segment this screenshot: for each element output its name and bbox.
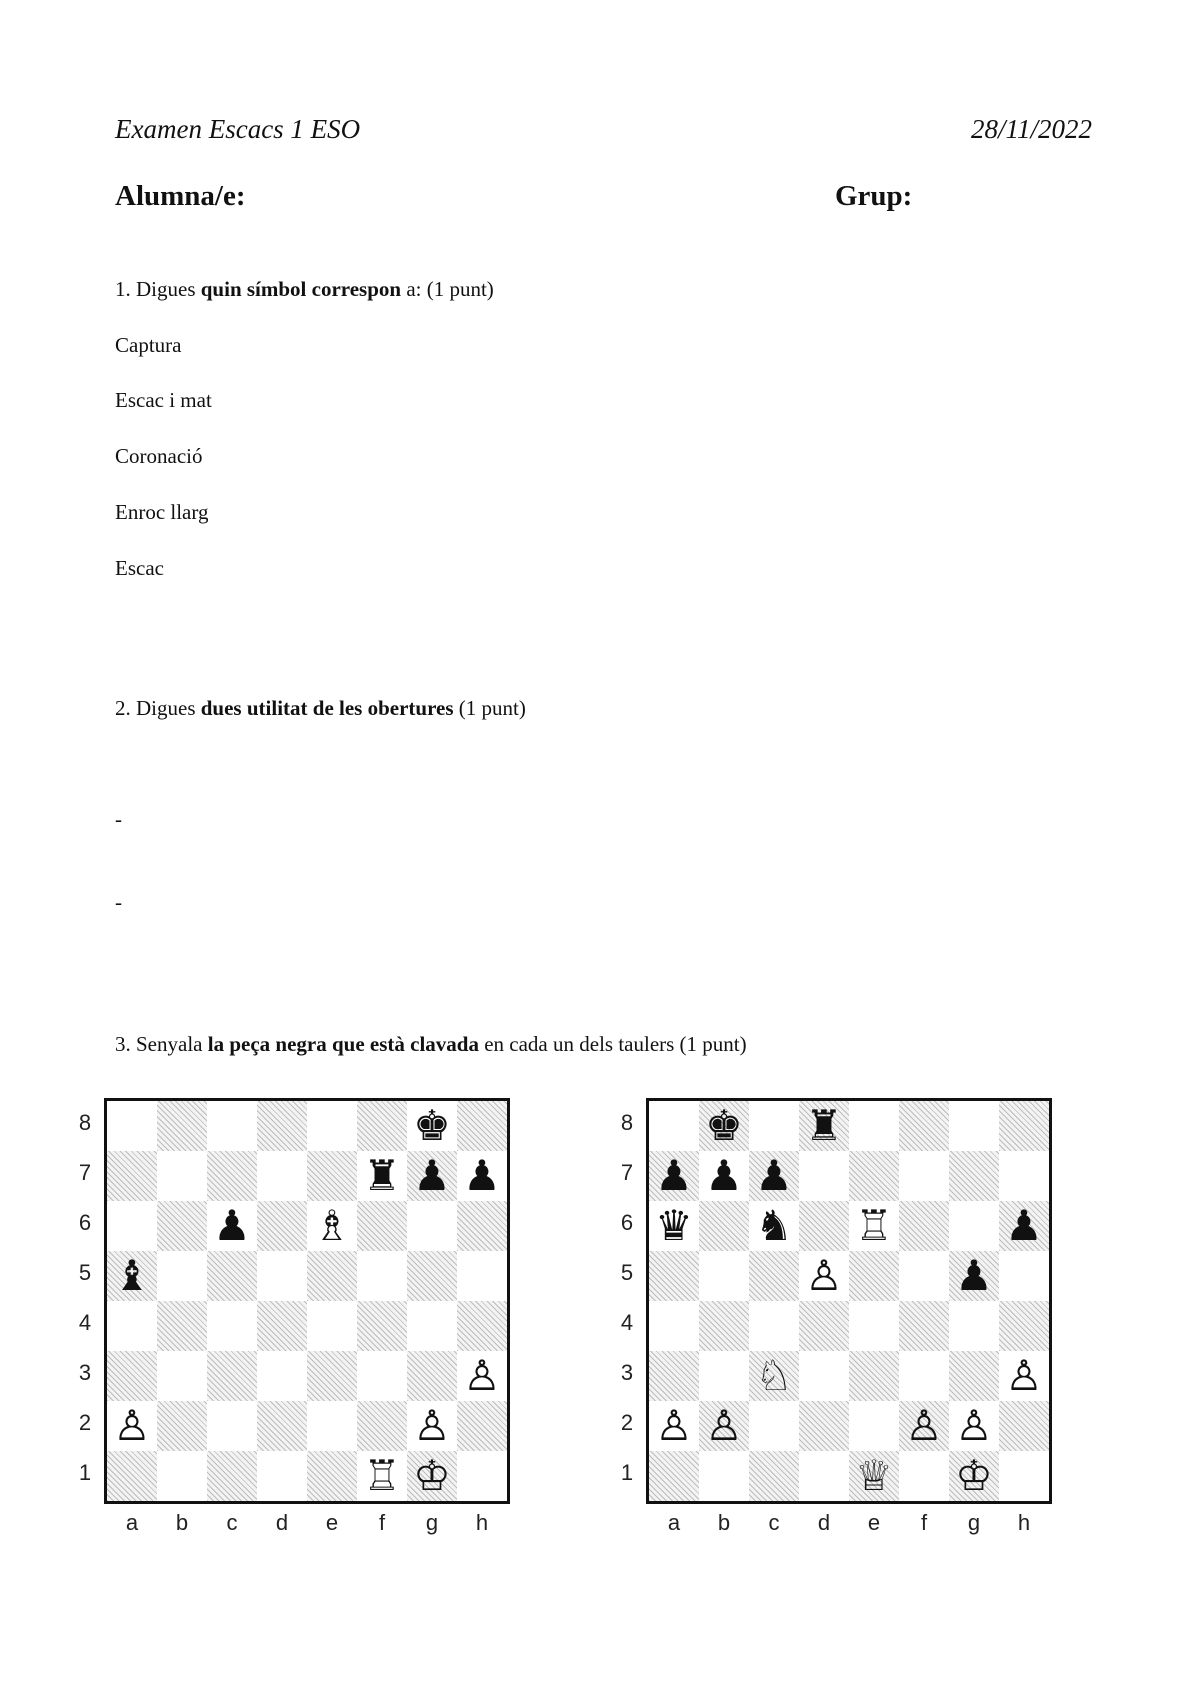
square-f6 bbox=[357, 1201, 407, 1251]
square-e2 bbox=[307, 1401, 357, 1451]
black-queen-a6: ♛ bbox=[655, 1201, 693, 1250]
black-pawn-h6: ♟ bbox=[1005, 1201, 1043, 1250]
file-label: a bbox=[667, 1510, 681, 1535]
square-d5 bbox=[257, 1251, 307, 1301]
square-b1 bbox=[699, 1451, 749, 1501]
file-label: g bbox=[967, 1510, 981, 1535]
rank-label: 6 bbox=[78, 1210, 92, 1235]
question-2-suffix: (1 punt) bbox=[453, 696, 526, 720]
square-e1 bbox=[307, 1451, 357, 1501]
square-a7 bbox=[107, 1151, 157, 1201]
question-2 bbox=[115, 696, 526, 721]
square-b3 bbox=[157, 1351, 207, 1401]
square-c8 bbox=[207, 1101, 257, 1151]
file-label: d bbox=[275, 1510, 289, 1535]
square-h8 bbox=[457, 1101, 507, 1151]
rank-label: 5 bbox=[620, 1260, 634, 1285]
white-rook-f1: ♖ bbox=[363, 1451, 401, 1500]
rank-label: 2 bbox=[78, 1410, 92, 1435]
square-g4 bbox=[949, 1301, 999, 1351]
square-d8 bbox=[257, 1101, 307, 1151]
black-pawn-h7: ♟ bbox=[463, 1151, 501, 1200]
question-2-bold: dues utilitat de les obertures bbox=[200, 696, 454, 720]
black-pawn-g5: ♟ bbox=[955, 1251, 993, 1300]
question-3 bbox=[115, 1032, 747, 1057]
rank-label: 1 bbox=[78, 1460, 92, 1485]
square-h1 bbox=[999, 1451, 1049, 1501]
square-g7 bbox=[949, 1151, 999, 1201]
square-h8 bbox=[999, 1101, 1049, 1151]
square-b6 bbox=[699, 1201, 749, 1251]
white-rook-e6: ♖ bbox=[855, 1201, 893, 1250]
black-pawn-a7: ♟ bbox=[655, 1151, 693, 1200]
black-pawn-c7: ♟ bbox=[755, 1151, 793, 1200]
square-d3 bbox=[799, 1351, 849, 1401]
square-g6 bbox=[949, 1201, 999, 1251]
square-h5 bbox=[457, 1251, 507, 1301]
q1-item-escac: Escac bbox=[115, 556, 164, 580]
file-label: f bbox=[920, 1510, 928, 1535]
square-f2 bbox=[357, 1401, 407, 1451]
square-c8 bbox=[749, 1101, 799, 1151]
square-h4 bbox=[999, 1301, 1049, 1351]
rank-label: 7 bbox=[78, 1160, 92, 1185]
square-a1 bbox=[107, 1451, 157, 1501]
square-b2 bbox=[157, 1401, 207, 1451]
question-1-suffix: a: (1 punt) bbox=[401, 277, 494, 301]
square-c5 bbox=[749, 1251, 799, 1301]
white-bishop-e6: ♗ bbox=[313, 1201, 351, 1250]
square-f4 bbox=[899, 1301, 949, 1351]
square-f5 bbox=[899, 1251, 949, 1301]
square-b8 bbox=[157, 1101, 207, 1151]
square-g3 bbox=[407, 1351, 457, 1401]
black-king-g8: ♚ bbox=[413, 1101, 451, 1150]
square-c3 bbox=[207, 1351, 257, 1401]
square-e2 bbox=[849, 1401, 899, 1451]
square-g3 bbox=[949, 1351, 999, 1401]
square-e8 bbox=[849, 1101, 899, 1151]
square-h6 bbox=[457, 1201, 507, 1251]
black-knight-c6: ♞ bbox=[755, 1201, 793, 1250]
q1-item-coronacio: Coronació bbox=[115, 444, 203, 468]
square-d1 bbox=[257, 1451, 307, 1501]
rank-label: 8 bbox=[620, 1110, 634, 1135]
square-g5 bbox=[407, 1251, 457, 1301]
white-pawn-b2: ♙ bbox=[705, 1401, 743, 1450]
square-a1 bbox=[649, 1451, 699, 1501]
rank-label: 4 bbox=[620, 1310, 634, 1335]
rank-label: 1 bbox=[620, 1460, 634, 1485]
file-label: c bbox=[768, 1510, 780, 1535]
white-pawn-f2: ♙ bbox=[905, 1401, 943, 1450]
question-1-prefix: 1. Digues bbox=[115, 277, 201, 301]
square-e3 bbox=[849, 1351, 899, 1401]
white-knight-c3: ♘ bbox=[755, 1351, 793, 1400]
question-1 bbox=[115, 277, 494, 302]
square-b6 bbox=[157, 1201, 207, 1251]
chess-diagram-1 bbox=[70, 1098, 520, 1558]
square-f8 bbox=[899, 1101, 949, 1151]
file-label: b bbox=[175, 1510, 189, 1535]
square-e8 bbox=[307, 1101, 357, 1151]
exam-title: Examen Escacs 1 ESO bbox=[115, 114, 361, 144]
square-h1 bbox=[457, 1451, 507, 1501]
square-d3 bbox=[257, 1351, 307, 1401]
white-pawn-d5: ♙ bbox=[805, 1251, 843, 1300]
square-c4 bbox=[207, 1301, 257, 1351]
chessboard-1 bbox=[104, 1098, 510, 1504]
black-rook-d8: ♜ bbox=[805, 1101, 843, 1150]
square-e3 bbox=[307, 1351, 357, 1401]
square-g8 bbox=[949, 1101, 999, 1151]
square-b4 bbox=[157, 1301, 207, 1351]
square-d7 bbox=[257, 1151, 307, 1201]
square-e5 bbox=[307, 1251, 357, 1301]
black-king-b8: ♚ bbox=[705, 1101, 743, 1150]
square-h2 bbox=[999, 1401, 1049, 1451]
question-3-bold: la peça negra que està clavada bbox=[207, 1032, 479, 1056]
chess-diagram-2 bbox=[612, 1098, 1062, 1558]
q1-item-captura: Captura bbox=[115, 333, 182, 357]
q1-item-escac-i-mat: Escac i mat bbox=[115, 388, 212, 412]
rank-label: 2 bbox=[620, 1410, 634, 1435]
rank-label: 4 bbox=[78, 1310, 92, 1335]
square-c2 bbox=[749, 1401, 799, 1451]
square-h7 bbox=[999, 1151, 1049, 1201]
rank-label: 5 bbox=[78, 1260, 92, 1285]
square-f1 bbox=[899, 1451, 949, 1501]
square-f5 bbox=[357, 1251, 407, 1301]
square-b1 bbox=[157, 1451, 207, 1501]
file-label: c bbox=[226, 1510, 238, 1535]
square-a3 bbox=[649, 1351, 699, 1401]
square-g6 bbox=[407, 1201, 457, 1251]
square-c7 bbox=[207, 1151, 257, 1201]
square-b5 bbox=[699, 1251, 749, 1301]
square-e5 bbox=[849, 1251, 899, 1301]
black-pawn-b7: ♟ bbox=[705, 1151, 743, 1200]
black-pawn-c6: ♟ bbox=[213, 1201, 251, 1250]
file-label: e bbox=[325, 1510, 339, 1535]
file-label: g bbox=[425, 1510, 439, 1535]
rank-label: 3 bbox=[620, 1360, 634, 1385]
white-pawn-a2: ♙ bbox=[113, 1401, 151, 1450]
square-f7 bbox=[899, 1151, 949, 1201]
file-label: d bbox=[817, 1510, 831, 1535]
file-label: f bbox=[378, 1510, 386, 1535]
square-d6 bbox=[257, 1201, 307, 1251]
square-h5 bbox=[999, 1251, 1049, 1301]
square-d7 bbox=[799, 1151, 849, 1201]
square-c1 bbox=[749, 1451, 799, 1501]
square-b7 bbox=[157, 1151, 207, 1201]
square-c4 bbox=[749, 1301, 799, 1351]
square-e4 bbox=[307, 1301, 357, 1351]
square-e7 bbox=[849, 1151, 899, 1201]
square-a8 bbox=[649, 1101, 699, 1151]
rank-label: 8 bbox=[78, 1110, 92, 1135]
white-pawn-g2: ♙ bbox=[413, 1401, 451, 1450]
answer-dash-2: - bbox=[115, 890, 122, 914]
square-f8 bbox=[357, 1101, 407, 1151]
square-b4 bbox=[699, 1301, 749, 1351]
square-e7 bbox=[307, 1151, 357, 1201]
white-pawn-h3: ♙ bbox=[463, 1351, 501, 1400]
square-f6 bbox=[899, 1201, 949, 1251]
white-pawn-h3: ♙ bbox=[1005, 1351, 1043, 1400]
white-pawn-g2: ♙ bbox=[955, 1401, 993, 1450]
question-3-suffix: en cada un dels taulers (1 punt) bbox=[478, 1032, 747, 1056]
square-a6 bbox=[107, 1201, 157, 1251]
black-pawn-g7: ♟ bbox=[413, 1151, 451, 1200]
student-label: Alumna/e: bbox=[115, 180, 246, 212]
square-c1 bbox=[207, 1451, 257, 1501]
square-a5 bbox=[649, 1251, 699, 1301]
square-d4 bbox=[799, 1301, 849, 1351]
chessboard-2 bbox=[646, 1098, 1052, 1504]
q1-item-enroc-llarg: Enroc llarg bbox=[115, 500, 209, 524]
square-b3 bbox=[699, 1351, 749, 1401]
square-c5 bbox=[207, 1251, 257, 1301]
file-label: h bbox=[475, 1510, 489, 1535]
square-h2 bbox=[457, 1401, 507, 1451]
square-d1 bbox=[799, 1451, 849, 1501]
white-king-g1: ♔ bbox=[955, 1451, 993, 1500]
square-f3 bbox=[899, 1351, 949, 1401]
white-king-g1: ♔ bbox=[413, 1451, 451, 1500]
rank-label: 3 bbox=[78, 1360, 92, 1385]
square-c2 bbox=[207, 1401, 257, 1451]
file-label: b bbox=[717, 1510, 731, 1535]
square-a4 bbox=[107, 1301, 157, 1351]
file-label: h bbox=[1017, 1510, 1031, 1535]
square-d4 bbox=[257, 1301, 307, 1351]
exam-date: 28/11/2022 bbox=[971, 114, 1092, 144]
rank-label: 7 bbox=[620, 1160, 634, 1185]
question-1-bold: quin símbol correspon bbox=[200, 277, 402, 301]
rank-label: 6 bbox=[620, 1210, 634, 1235]
square-b5 bbox=[157, 1251, 207, 1301]
file-label: a bbox=[125, 1510, 139, 1535]
square-a3 bbox=[107, 1351, 157, 1401]
black-rook-f7: ♜ bbox=[363, 1151, 401, 1200]
square-d6 bbox=[799, 1201, 849, 1251]
group-label: Grup: bbox=[835, 180, 913, 212]
square-f3 bbox=[357, 1351, 407, 1401]
question-2-prefix: 2. Digues bbox=[115, 696, 201, 720]
white-queen-e1: ♕ bbox=[855, 1451, 893, 1500]
square-e4 bbox=[849, 1301, 899, 1351]
file-label: e bbox=[867, 1510, 881, 1535]
square-f4 bbox=[357, 1301, 407, 1351]
square-a8 bbox=[107, 1101, 157, 1151]
square-a4 bbox=[649, 1301, 699, 1351]
question-3-prefix: 3. Senyala bbox=[115, 1032, 208, 1056]
square-d2 bbox=[257, 1401, 307, 1451]
black-bishop-a5: ♝ bbox=[113, 1251, 151, 1300]
square-h4 bbox=[457, 1301, 507, 1351]
answer-dash-1: - bbox=[115, 807, 122, 831]
square-d2 bbox=[799, 1401, 849, 1451]
square-g4 bbox=[407, 1301, 457, 1351]
white-pawn-a2: ♙ bbox=[655, 1401, 693, 1450]
